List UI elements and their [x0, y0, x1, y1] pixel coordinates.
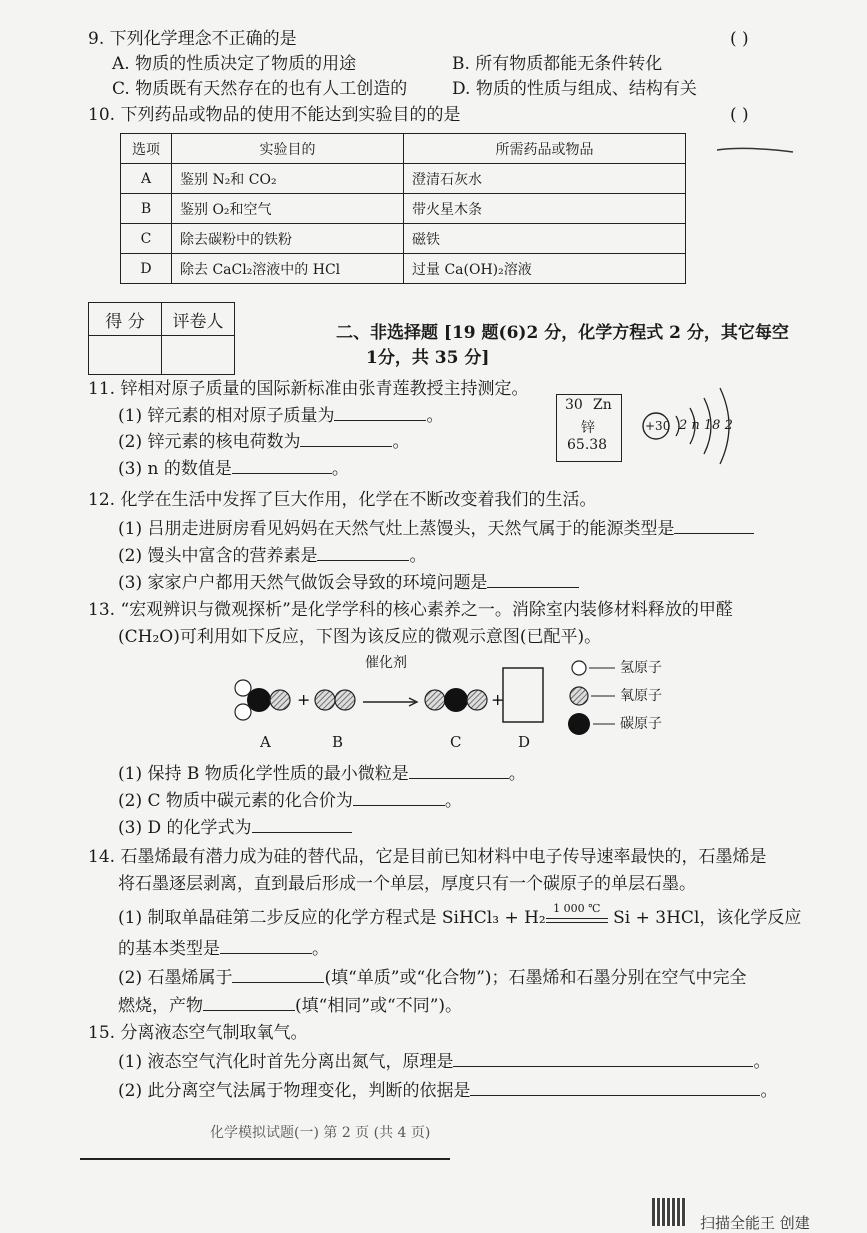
score-label: 得 分: [89, 303, 162, 336]
answer-blank[interactable]: [409, 762, 509, 779]
q14-part1-equation: [118, 902, 802, 929]
q11-part1-text: (1) 锌元素的相对原子质量为: [118, 406, 335, 426]
answer-blank[interactable]: [453, 1050, 753, 1067]
q15-part1: (1) 液态空气汽化时首先分离出氮气，原理是 。: [118, 1052, 771, 1072]
table-row: [121, 224, 686, 254]
score-box: [88, 302, 235, 375]
q13-part1-text: (1) 保持 B 物质化学性质的最小微粒是: [118, 764, 409, 784]
table-cell: 带火星木条: [404, 194, 686, 224]
q9-option-a: A. 物质的性质决定了物质的用途: [112, 54, 357, 74]
equation-products: Si + 3HCl，该化学反应: [613, 908, 802, 928]
q12-part3-text: (3) 家家户户都用天然气做饭会导致的环境问题是: [118, 573, 488, 593]
element-number: 30: [565, 397, 583, 413]
table-cell: 磁铁: [404, 224, 686, 254]
answer-blank[interactable]: [487, 571, 579, 588]
answer-blank[interactable]: [220, 937, 312, 954]
q14-part2-hint: (填“单质”或“化合物”)；石墨烯和石墨分别在空气中完全: [324, 968, 747, 988]
section2-heading: 二、非选择题 [19 题(6)2 分，化学方程式 2 分，其它每空: [336, 323, 789, 343]
table-cell: D: [121, 254, 172, 284]
q9-option-d: D. 物质的性质与组成、结构有关: [452, 79, 697, 99]
q15-part2-text: (2) 此分离空气法属于物理变化，判断的依据是: [118, 1081, 471, 1101]
answer-blank[interactable]: [232, 457, 332, 474]
q13-stem-line2: (CH₂O)可利用如下反应，下图为该反应的微观示意图(已配平)。: [118, 627, 602, 647]
table-header: 实验目的: [172, 134, 404, 164]
q13-part3-text: (3) D 的化学式为: [118, 818, 252, 838]
q11-stem: 11. 锌相对原子质量的国际新标准由张青莲教授主持测定。: [88, 379, 529, 399]
table-row: [121, 254, 686, 284]
q12-part2: (2) 馒头中富含的营养素是 。: [118, 546, 427, 566]
molecule-label-d: D: [518, 733, 531, 751]
q11-part1: (1) 锌元素的相对原子质量为 。: [118, 406, 444, 426]
q12-part1: [118, 517, 754, 540]
equation-condition-arrow: [546, 902, 608, 923]
table-cell: 澄清石灰水: [404, 164, 686, 194]
q11-part2-text: (2) 锌元素的核电荷数为: [118, 432, 301, 452]
table-header: 选项: [121, 134, 172, 164]
grader-label: 评卷人: [162, 303, 235, 336]
footer-divider: [80, 1158, 450, 1160]
q14-part2-hint2: (填“相同”或“不同”)。: [295, 996, 463, 1016]
q11-part3: (3) n 的数值是 。: [118, 459, 349, 479]
zinc-element-card: [556, 394, 622, 462]
molecule-label-c: C: [450, 733, 462, 751]
q14-part2-text2: 燃烧，产物: [118, 996, 203, 1016]
table-cell: 鉴别 N₂和 CO₂: [172, 164, 404, 194]
score-field[interactable]: [89, 336, 162, 375]
answer-blank[interactable]: [470, 1079, 760, 1096]
q10-answer-paren: ( ): [730, 105, 749, 125]
q14-part2-line2: [118, 994, 462, 1017]
table-row: [121, 194, 686, 224]
q12-part3: [118, 571, 579, 594]
answer-blank[interactable]: [300, 430, 392, 447]
answer-blank[interactable]: [674, 517, 754, 534]
table-cell: B: [121, 194, 172, 224]
table-header: 所需药品或物品: [404, 134, 686, 164]
svg-text:+: +: [491, 690, 505, 709]
q14-part2-text: (2) 石墨烯属于: [118, 968, 233, 988]
scanner-watermark: 扫描全能王 创建: [700, 1214, 810, 1232]
equation-reactants: (1) 制取单晶硅第二步反应的化学方程式是 SiHCl₃ + H₂: [118, 908, 546, 928]
answer-blank[interactable]: [203, 994, 295, 1011]
q10-stem: 10. 下列药品或物品的使用不能达到实验目的的是: [88, 105, 461, 125]
table-cell: 除去碳粉中的铁粉: [172, 224, 404, 254]
q13-part3: [118, 816, 352, 839]
q9-stem: 9. 下列化学理念不正确的是: [88, 29, 297, 49]
q14-part2-line1: [118, 966, 747, 989]
element-mass: 65.38: [567, 437, 608, 453]
page-footer: 化学模拟试题(一) 第 2 页 (共 4 页): [210, 1125, 431, 1141]
table-cell: 鉴别 O₂和空气: [172, 194, 404, 224]
svg-text:+: +: [297, 690, 311, 709]
element-symbol: Zn: [593, 397, 612, 413]
catalyst-label: 催化剂: [365, 655, 407, 671]
answer-blank[interactable]: [252, 816, 352, 833]
q9-option-c: C. 物质既有天然存在的也有人工创造的: [112, 79, 408, 99]
reaction-condition: 1 000 ℃: [553, 902, 601, 915]
electron-shells: 2 n 18 2: [679, 418, 733, 433]
table-cell: A: [121, 164, 172, 194]
table-cell: C: [121, 224, 172, 254]
q13-part1: (1) 保持 B 物质化学性质的最小微粒是 。: [118, 764, 526, 784]
q12-stem: 12. 化学在生活中发挥了巨大作用，化学在不断改变着我们的生活。: [88, 490, 597, 510]
q13-part2-text: (2) C 物质中碳元素的化合价为: [118, 791, 353, 811]
q14-stem-line2: 将石墨逐层剥离，直到最后形成一个单层，厚度只有一个碳原子的单层石墨。: [118, 874, 696, 894]
molecule-label-b: B: [332, 733, 344, 751]
section2-heading-cont: 1分，共 35 分]: [366, 348, 490, 368]
q14-stem-line1: 14. 石墨烯最有潜力成为硅的替代品，它是目前已知材料中电子传导速率最快的，石墨烯是: [88, 847, 767, 867]
q11-part2: (2) 锌元素的核电荷数为 。: [118, 432, 410, 452]
legend-hydrogen: 氢原子: [620, 660, 662, 676]
q10-options-table: [120, 133, 686, 284]
q12-part2-text: (2) 馒头中富含的营养素是: [118, 546, 318, 566]
legend-carbon: 碳原子: [620, 716, 662, 732]
q15-stem: 15. 分离液态空气制取氧气。: [88, 1023, 308, 1043]
q9-option-b: B. 所有物质都能无条件转化: [452, 54, 663, 74]
table-cell: 过量 Ca(OH)₂溶液: [404, 254, 686, 284]
q15-part1-text: (1) 液态空气汽化时首先分离出氮气，原理是: [118, 1052, 454, 1072]
grader-field[interactable]: [162, 336, 235, 375]
q11-part3-text: (3) n 的数值是: [118, 459, 232, 479]
pen-mark-icon: [715, 140, 795, 160]
q14-part1-type-text: 的基本类型是: [118, 939, 220, 959]
table-header-row: [121, 134, 686, 164]
table-cell: 除去 CaCl₂溶液中的 HCl: [172, 254, 404, 284]
q13-part2: (2) C 物质中碳元素的化合价为 。: [118, 791, 462, 811]
answer-blank[interactable]: [317, 544, 409, 561]
q13-stem-line1: 13. “宏观辨识与微观探析”是化学学科的核心素养之一。消除室内装修材料释放的甲醛: [88, 600, 733, 620]
q9-answer-paren: ( ): [730, 29, 749, 49]
table-row: [121, 164, 686, 194]
nucleus-charge: +30: [645, 419, 671, 433]
element-name: 锌: [581, 420, 595, 436]
qr-code-icon: [652, 1198, 686, 1226]
answer-blank[interactable]: [232, 966, 324, 983]
q15-part2: (2) 此分离空气法属于物理变化，判断的依据是 。: [118, 1081, 778, 1101]
legend-oxygen: 氧原子: [620, 688, 662, 704]
q12-part1-text: (1) 吕朋走进厨房看见妈妈在天然气灶上蒸馒头，天然气属于的能源类型是: [118, 519, 675, 539]
molecule-label-a: A: [260, 733, 271, 751]
q14-part1-type: 的基本类型是 。: [118, 939, 329, 959]
answer-blank[interactable]: [334, 404, 426, 421]
answer-blank[interactable]: [353, 789, 445, 806]
